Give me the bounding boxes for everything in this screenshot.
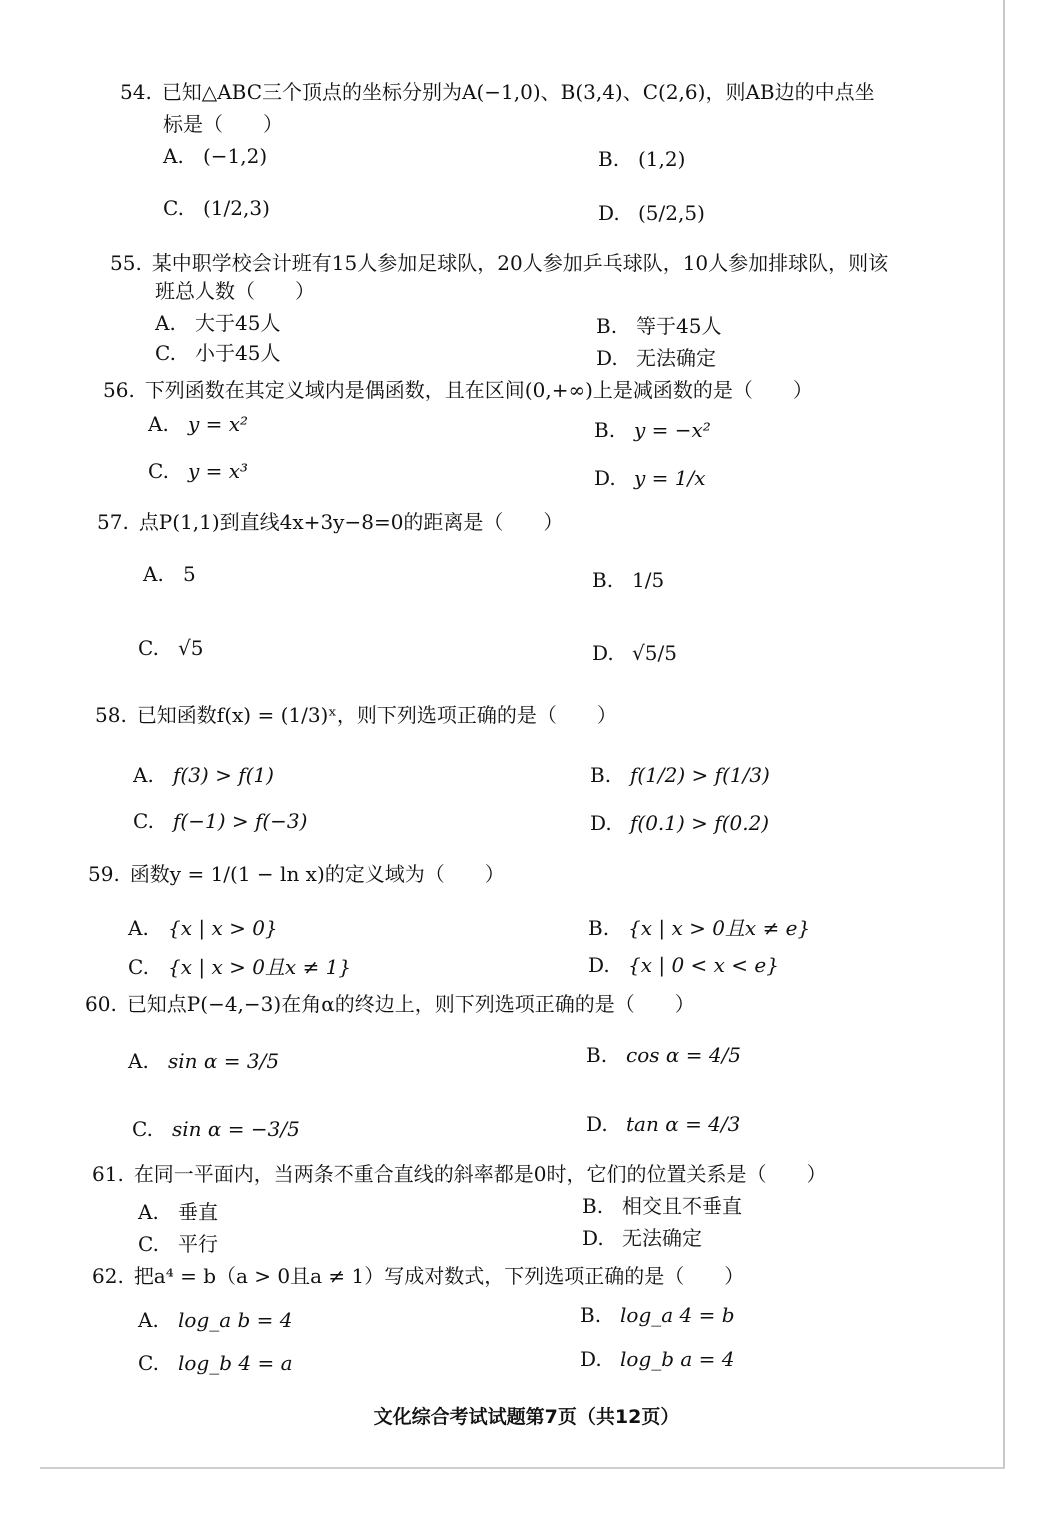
q60-option-b: B. cos α = 4/5: [586, 1043, 742, 1067]
q58-option-a: A. f(3) > f(1): [133, 763, 274, 787]
q57-option-d: D. √5/5: [592, 641, 677, 665]
question-text: 某中职学校会计班有15人参加足球队，20人参加乒乓球队，10人参加排球队，则该: [151, 251, 889, 275]
q54-option-d: D. (5/2,5): [598, 201, 705, 225]
q58-option-b: B. f(1/2) > f(1/3): [590, 763, 770, 787]
q62-option-a: A. log_a b = 4: [138, 1308, 293, 1332]
question-number: 54.: [120, 80, 152, 104]
q59-option-b: B. {x | x > 0且x ≠ e}: [588, 916, 811, 940]
q61-option-d: D. 无法确定: [582, 1226, 702, 1250]
question-61-stem: [92, 1158, 827, 1190]
q55-option-d: D. 无法确定: [596, 346, 716, 370]
question-text: 已知△ABC三个顶点的坐标分别为A(−1,0)、B(3,4)、C(2,6)，则AB边的中点坐: [161, 80, 875, 104]
question-number: 56.: [103, 378, 135, 402]
q62-option-d: D. log_b a = 4: [580, 1347, 735, 1371]
q59-option-c: C. {x | x > 0且x ≠ 1}: [128, 955, 352, 979]
question-text: 下列函数在其定义域内是偶函数，且在区间(0,+∞)上是减函数的是（ ）: [144, 378, 813, 402]
q60-option-d: D. tan α = 4/3: [586, 1112, 741, 1136]
question-59-stem: [88, 858, 505, 890]
q54-option-c: C. (1/2,3): [163, 196, 270, 220]
q54-option-a: A. (−1,2): [163, 144, 268, 168]
question-number: 60.: [85, 992, 117, 1016]
question-60-stem: [85, 988, 695, 1020]
q54-option-b: B. (1,2): [598, 147, 686, 171]
question-text: 已知点P(−4,−3)在角α的终边上，则下列选项正确的是（ ）: [126, 992, 695, 1016]
question-number: 62.: [92, 1264, 124, 1288]
q61-option-c: C. 平行: [138, 1232, 218, 1256]
q62-option-c: C. log_b 4 = a: [138, 1351, 293, 1375]
page-footer: 文化综合考试试题第7页（共12页）: [373, 1406, 680, 1428]
question-text: 点P(1,1)到直线4x+3y−8=0的距离是（ ）: [138, 510, 564, 534]
question-text: 已知函数f(x) = (1/3)ˣ，则下列选项正确的是（ ）: [136, 703, 617, 727]
q57-option-a: A. 5: [143, 562, 196, 586]
q59-option-d: D. {x | 0 < x < e}: [588, 953, 779, 977]
question-54-stem-cont: 标是（ ）: [163, 112, 283, 136]
q56-option-b: B. y = −x²: [594, 418, 711, 442]
question-number: 58.: [95, 703, 127, 727]
q57-option-b: B. 1/5: [592, 568, 665, 592]
question-58-stem: [95, 699, 617, 731]
page-edge-bottom: [40, 1467, 1005, 1469]
question-54-stem: [120, 76, 875, 108]
q56-option-d: D. y = 1/x: [594, 466, 706, 490]
q55-option-b: B. 等于45人: [596, 314, 722, 338]
question-57-stem: [97, 506, 563, 538]
q61-option-a: A. 垂直: [138, 1200, 218, 1224]
question-number: 59.: [88, 862, 120, 886]
question-number: 61.: [92, 1162, 124, 1186]
question-text: 把a⁴ = b（a > 0且a ≠ 1）写成对数式，下列选项正确的是（ ）: [133, 1264, 745, 1288]
q55-option-a: A. 大于45人: [155, 311, 281, 335]
question-text: 函数y = 1/(1 − ln x)的定义域为（ ）: [129, 862, 505, 886]
question-56-stem: [103, 374, 813, 406]
question-55-stem-cont: 班总人数（ ）: [155, 279, 315, 303]
q60-option-a: A. sin α = 3/5: [128, 1049, 280, 1073]
q62-option-b: B. log_a 4 = b: [580, 1303, 735, 1327]
question-text: 在同一平面内，当两条不重合直线的斜率都是0时，它们的位置关系是（ ）: [133, 1162, 827, 1186]
q56-option-c: C. y = x³: [148, 459, 249, 483]
question-62-stem: [92, 1260, 744, 1292]
q56-option-a: A. y = x²: [148, 412, 249, 436]
q60-option-c: C. sin α = −3/5: [132, 1117, 300, 1141]
q58-option-c: C. f(−1) > f(−3): [133, 809, 308, 833]
question-number: 55.: [110, 251, 142, 275]
question-number: 57.: [97, 510, 129, 534]
page-edge-right: [1003, 0, 1005, 1468]
q59-option-a: A. {x | x > 0}: [128, 916, 278, 940]
q58-option-d: D. f(0.1) > f(0.2): [590, 811, 770, 835]
q55-option-c: C. 小于45人: [155, 341, 281, 365]
q61-option-b: B. 相交且不垂直: [582, 1194, 742, 1218]
q57-option-c: C. √5: [138, 636, 204, 660]
